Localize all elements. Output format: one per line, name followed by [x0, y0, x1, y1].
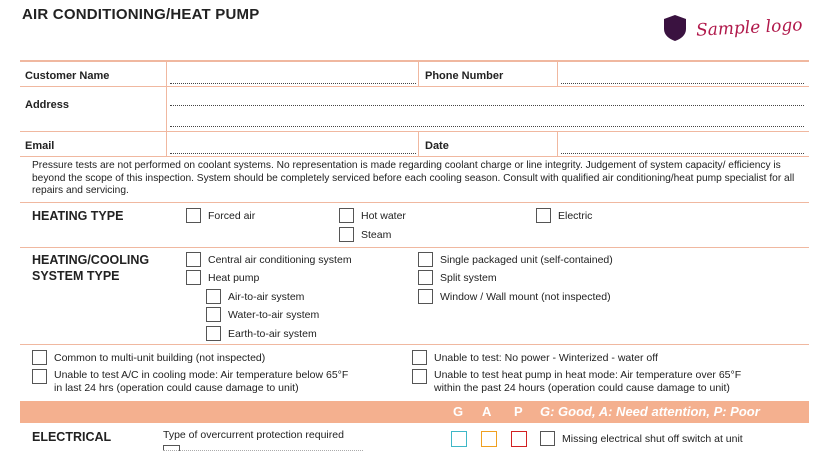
- phone-number-label: Phone Number: [425, 70, 504, 82]
- checkbox[interactable]: [339, 208, 354, 223]
- rating-poor-box[interactable]: [511, 431, 527, 447]
- option-steam[interactable]: Steam: [339, 227, 391, 242]
- option-forced-air[interactable]: Forced air: [186, 208, 255, 223]
- hp-unable-line1: Unable to test heat pump in heat mode: Air temperature over 65°F: [434, 369, 742, 381]
- rating-legend-text: G: Good, A: Need attention, P: Poor: [540, 404, 760, 419]
- system-type-label-line1: HEATING/COOLING: [32, 253, 150, 267]
- rating-bar-row: [20, 401, 809, 423]
- option-window-wall[interactable]: Window / Wall mount (not inspected): [418, 289, 611, 304]
- heating-type-label: HEATING TYPE: [32, 209, 124, 223]
- phone-number-field[interactable]: [561, 83, 804, 84]
- customer-name-field[interactable]: [170, 83, 416, 84]
- logo-text: Sample logo: [695, 15, 803, 41]
- option-heat-pump[interactable]: Heat pump: [186, 270, 259, 285]
- option-hot-water[interactable]: Hot water: [339, 208, 406, 223]
- option-ac-unable[interactable]: [32, 369, 348, 395]
- option-split-system[interactable]: Split system: [418, 270, 497, 285]
- overcurrent-label: Type of overcurrent protection required: [163, 429, 344, 441]
- ac-unable-line2: in last 24 hrs (operation could cause damage to unit): [54, 382, 299, 394]
- system-type-row: [20, 248, 809, 345]
- rating-good-box[interactable]: [451, 431, 467, 447]
- poor-letter: P: [514, 404, 523, 419]
- checkbox[interactable]: [186, 208, 201, 223]
- hp-unable-line2: within the past 24 hours (operation could cause damage to unit): [434, 382, 730, 394]
- checkbox[interactable]: [32, 369, 47, 384]
- address-label: Address: [25, 99, 70, 111]
- conditions-row: [20, 345, 809, 401]
- address-field-line1[interactable]: [170, 105, 804, 106]
- customer-name-label: Customer Name: [25, 70, 110, 82]
- date-label: Date: [425, 140, 449, 152]
- checkbox[interactable]: [418, 289, 433, 304]
- option-air-to-air[interactable]: Air-to-air system: [206, 289, 304, 304]
- option-hp-unable[interactable]: [412, 369, 741, 395]
- disclaimer-row: [20, 157, 809, 203]
- option-water-to-air[interactable]: Water-to-air system: [206, 307, 319, 322]
- option-missing-shutoff[interactable]: Missing electrical shut off switch at unit: [540, 431, 743, 446]
- good-letter: G: [453, 404, 464, 419]
- company-logo: [662, 14, 802, 42]
- ac-unable-line1: Unable to test A/C in cooling mode: Air temperature below 65°F: [54, 369, 349, 381]
- date-field[interactable]: [561, 153, 804, 154]
- checkbox[interactable]: [540, 431, 555, 446]
- option-no-power[interactable]: Unable to test: No power - Winterized - water off: [412, 350, 658, 365]
- checkbox[interactable]: [206, 326, 221, 341]
- checkbox[interactable]: [418, 270, 433, 285]
- option-earth-to-air[interactable]: Earth-to-air system: [206, 326, 317, 341]
- checkbox[interactable]: [186, 270, 201, 285]
- option-single-packaged[interactable]: Single packaged unit (self-contained): [418, 252, 613, 267]
- option-multi-unit[interactable]: Common to multi-unit building (not inspected): [32, 350, 265, 365]
- checkbox[interactable]: [339, 227, 354, 242]
- checkbox[interactable]: [412, 369, 427, 384]
- option-electric[interactable]: Electric: [536, 208, 592, 223]
- option-central-ac[interactable]: Central air conditioning system: [186, 252, 352, 267]
- disclaimer-text: Pressure tests are not performed on coolant systems. No representation is made regarding coolant charge or line integrity. Judgement of system capacity/ efficiency is beyond the scope of this inspection. System should be completely serviced before each cooling season. Consult with qualified air conditioning/heat pump specialist for all repairs and servicing.: [32, 160, 795, 196]
- email-field[interactable]: [170, 153, 416, 154]
- checkbox[interactable]: [206, 307, 221, 322]
- checkbox[interactable]: [206, 289, 221, 304]
- customer-row: [20, 62, 809, 87]
- checkbox[interactable]: [536, 208, 551, 223]
- rating-attention-box[interactable]: [481, 431, 497, 447]
- shield-icon: [662, 14, 688, 42]
- email-row: [20, 132, 809, 157]
- rating-legend-bar: [20, 401, 809, 423]
- checkbox[interactable]: [412, 350, 427, 365]
- attention-letter: A: [482, 404, 492, 419]
- checkbox[interactable]: [418, 252, 433, 267]
- checkbox[interactable]: [32, 350, 47, 365]
- electrical-row: [20, 423, 809, 451]
- inspection-form: [20, 60, 809, 451]
- electrical-label: ELECTRICAL: [32, 430, 112, 444]
- page-title: AIR CONDITIONING/HEAT PUMP: [22, 6, 260, 23]
- checkbox[interactable]: [186, 252, 201, 267]
- heating-type-row: [20, 203, 809, 248]
- system-type-label-line2: SYSTEM TYPE: [32, 269, 120, 283]
- address-field-line2[interactable]: [170, 126, 804, 127]
- address-row: [20, 87, 809, 132]
- email-label: Email: [25, 140, 55, 152]
